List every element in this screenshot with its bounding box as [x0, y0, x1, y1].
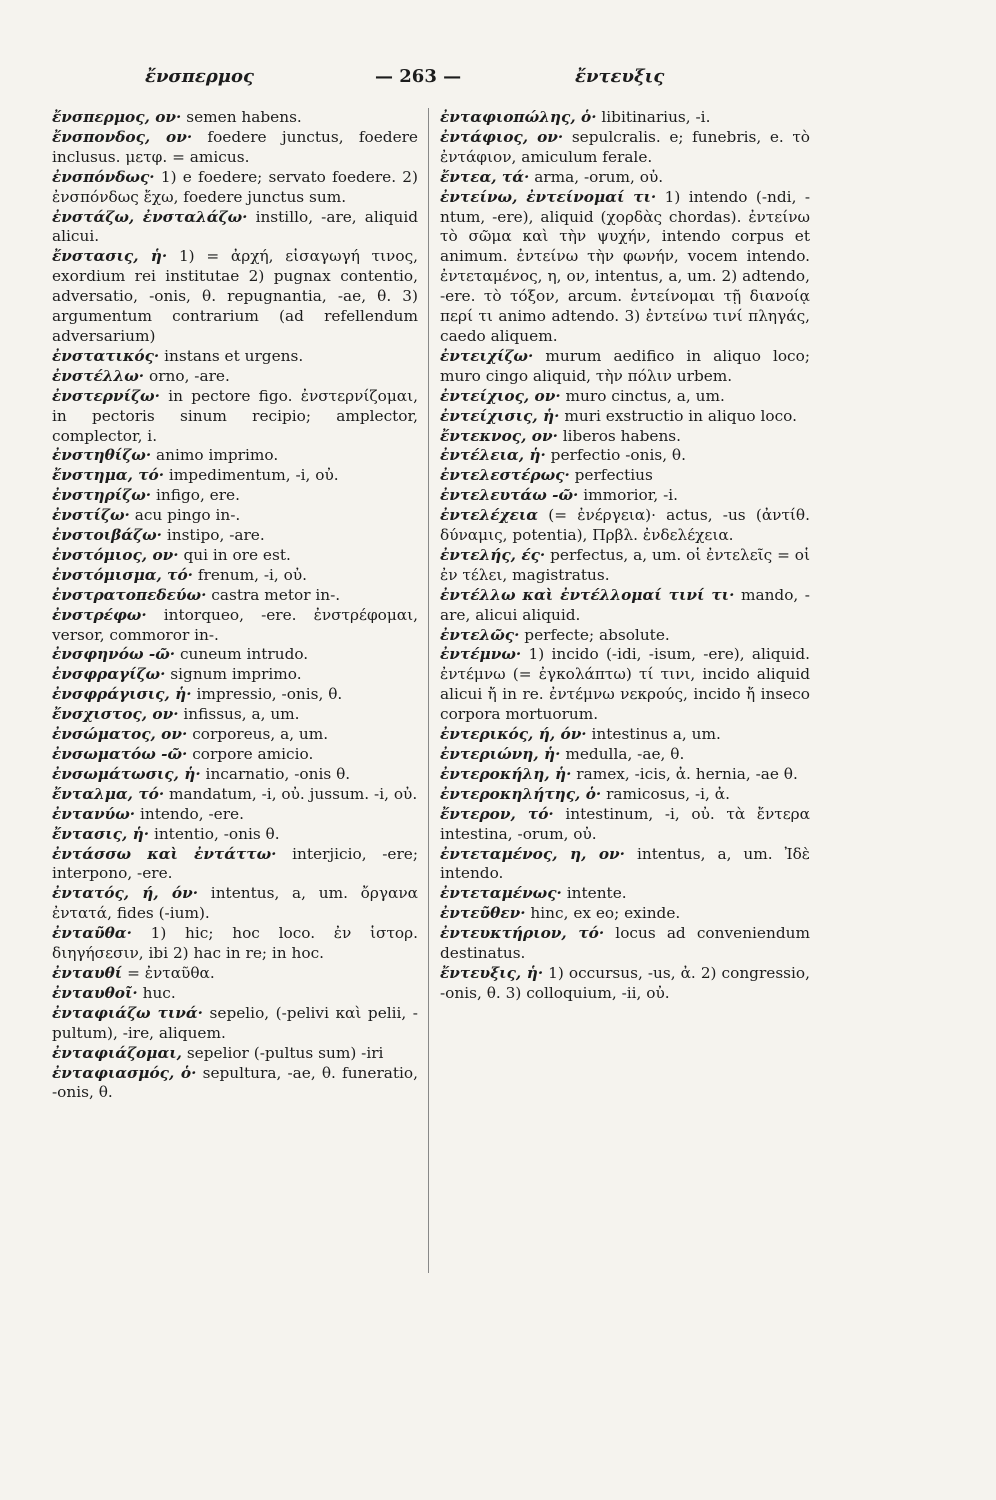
entry-definition: huc.	[137, 983, 176, 1002]
entry-definition: perfectus, a, um. οἱ ἐντελεῖς = οἱ ἐν τέλει, magistratus.	[440, 545, 810, 584]
entry-headword: ἐνταφιοπώλης, ὁ·	[440, 108, 597, 126]
entry-definition: cuneum intrudo.	[175, 645, 309, 664]
dictionary-entry	[440, 586, 810, 626]
entry-headword: ἔντεκνος, ον·	[440, 426, 558, 445]
dictionary-entry	[440, 964, 810, 1004]
entry-definition: incarnatio, -onis θ.	[200, 764, 351, 783]
entry-definition: medulla, -ae, θ.	[560, 745, 685, 763]
entry-definition: mandatum, -i, οὐ. jussum. -i, οὐ.	[164, 784, 418, 803]
dictionary-entry	[52, 546, 418, 566]
entry-definition: mando, -are, alicui aliquid.	[440, 585, 810, 624]
dictionary-entry	[440, 486, 810, 506]
entry-headword: ἐνστρέφω·	[52, 605, 147, 624]
entry-definition: 1) intendo (-ndi, -ntum, -ere), aliquid (χορδὰς chordas). ἐντείνω τὸ σῶμα καὶ τὴν ψυχήν, intendo corpus et animum. ἐντείνω τὴν φωνήν, vocem intendo. ἐντεταμένος, η, ον, intentus, a, um. 2) adtendo, -ere. τὸ τόξον, arcum. ἐντείνομαι τῇ διανοίᾳ περί τι animo adtendo. 3) ἐντείνω τινί πληγάς, caedo aliquem.	[440, 187, 810, 345]
dictionary-entry	[440, 785, 810, 805]
entry-headword: ἐνσώματος, ον·	[52, 725, 188, 744]
entry-headword: ἐντείχισις, ἡ·	[440, 406, 560, 425]
entry-headword: ἐντεῦθεν·	[440, 904, 526, 923]
entry-definition: infigo, ere.	[151, 486, 240, 505]
dictionary-entry	[52, 566, 418, 586]
entry-headword: ἐντεταμένος, η, ον·	[440, 844, 625, 863]
entry-headword: ἐνσφραγίζω·	[52, 665, 166, 684]
dictionary-entry	[440, 805, 810, 845]
entry-headword: ἐντέλλω καὶ ἐντέλλομαί τινί τι·	[440, 585, 735, 604]
entry-definition: intentus, a, um. ὄργανα ἐντατά, fides (-ium).	[52, 884, 418, 923]
entry-definition: libitinarius, -i.	[596, 108, 711, 126]
dictionary-entry	[52, 785, 418, 805]
entry-definition: intorqueo, -ere. ἐνστρέφομαι, versor, commoror in-.	[52, 605, 418, 644]
entry-definition: intendo, -ere.	[135, 804, 244, 823]
entry-headword: ἐνστατικός·	[52, 346, 160, 365]
entry-headword: ἐνσπόνδως·	[52, 167, 155, 186]
dictionary-entry	[52, 685, 418, 705]
dictionary-entry	[52, 825, 418, 845]
entry-headword: ἐνσφράγισις, ἡ·	[52, 685, 192, 704]
entry-headword: ἐνταυθί	[52, 963, 123, 982]
dictionary-entry	[52, 665, 418, 685]
dictionary-entry	[52, 705, 418, 725]
entry-headword: ἐνταφιάζομαι,	[52, 1043, 182, 1062]
entry-headword: ἐνσφηνόω -ῶ·	[52, 645, 176, 664]
dictionary-entry	[52, 1044, 418, 1064]
entry-headword: ἐνσωματόω -ῶ·	[52, 745, 188, 763]
entry-definition: corporeus, a, um.	[187, 725, 329, 744]
entry-definition: acu pingo in-.	[129, 506, 241, 525]
running-head-left: ἔνσπερμος	[145, 66, 254, 87]
dictionary-entry	[52, 745, 418, 765]
entry-headword: ἐντειχίζω·	[440, 346, 534, 365]
entry-headword: ἐντέμνω·	[440, 645, 522, 664]
dictionary-entry	[52, 108, 418, 128]
entry-definition: infissus, a, um.	[178, 705, 300, 724]
entry-headword: ἐντελῶς·	[440, 625, 520, 644]
dictionary-entry	[440, 845, 810, 885]
entry-headword: ἔντερον, τό·	[440, 804, 554, 823]
dictionary-entry	[52, 924, 418, 964]
entry-headword: ἐνστόμισμα, τό·	[52, 565, 194, 584]
entry-headword: ἐντελέχεια	[440, 506, 539, 525]
page-number: — 263 —	[375, 66, 462, 87]
entry-definition: orno, -are.	[144, 366, 230, 385]
dictionary-entry	[52, 645, 418, 665]
entry-definition: sepelio, (-pelivi καὶ pelii, -pultum), -ire, aliquem.	[52, 1003, 418, 1042]
dictionary-entry	[52, 1004, 418, 1044]
entry-headword: ἐνστίζω·	[52, 506, 130, 525]
dictionary-entry	[52, 725, 418, 745]
entry-headword: ἐντερικός, ή, όν·	[440, 725, 587, 744]
entry-headword: ἐνστέλλω·	[52, 366, 145, 385]
entry-definition: murum aedifico in aliquo loco; muro cingo aliquid, τὴν πόλιν urbem.	[440, 346, 810, 385]
dictionary-entry	[440, 466, 810, 486]
entry-headword: ἐντεροκηλήτης, ὁ·	[440, 784, 602, 803]
entry-headword: ἐνταφιάζω τινά·	[52, 1003, 204, 1022]
dictionary-entry	[52, 765, 418, 785]
entry-definition: sepelior (-pultus sum) -iri	[181, 1043, 384, 1062]
dictionary-entry	[440, 446, 810, 466]
entry-definition: instipo, -are.	[161, 526, 265, 545]
entry-definition: intestinus a, um.	[586, 725, 721, 744]
entry-headword: ἐνστερνίζω·	[52, 386, 160, 405]
entry-definition: qui in ore est.	[178, 545, 291, 564]
dictionary-entry	[440, 904, 810, 924]
entry-headword: ἔνστασις, ἡ·	[52, 247, 168, 266]
dictionary-entry	[52, 845, 418, 885]
entry-definition: 1) hic; hoc loco. ἐν ἱστορ. διηγήσεσιν, ibi 2) hac in re; in hoc.	[52, 924, 418, 963]
entry-definition: sepultura, -ae, θ. funeratio, -onis, θ.	[52, 1063, 418, 1102]
entry-headword: ἐνστάζω, ἐνσταλάζω·	[52, 207, 248, 226]
dictionary-entry	[52, 1064, 418, 1104]
dictionary-entry	[52, 606, 418, 646]
entry-headword: ἐνταῦθα·	[52, 924, 132, 943]
dictionary-entry	[52, 347, 418, 367]
dictionary-entry	[52, 367, 418, 387]
entry-headword: ἐντεταμένως·	[440, 884, 562, 903]
entry-headword: ἔντεα, τά·	[440, 167, 530, 186]
entry-headword: ἐντελευτάω -ῶ·	[440, 486, 579, 505]
entry-headword: ἔνσπερμος, ον·	[52, 108, 182, 126]
entry-definition: intentio, -onis θ.	[149, 824, 280, 843]
entry-definition: intestinum, -i, οὐ. τὰ ἔντερα intestina, -orum, οὐ.	[440, 804, 810, 843]
running-head-right: ἔντευξις	[575, 66, 665, 87]
entry-headword: ἐντάφιος, ον·	[440, 127, 564, 146]
entry-definition: impedimentum, -i, οὐ.	[164, 466, 339, 485]
entry-definition: = ἐνταῦθα.	[122, 963, 215, 982]
dictionary-entry	[52, 466, 418, 486]
dictionary-entry	[440, 387, 810, 407]
dictionary-entry	[440, 347, 810, 387]
dictionary-entry	[440, 745, 810, 765]
entry-definition: in pectore figo. ἐνστερνίζομαι, in pectoris sinum recipio; amplector, complector, i.	[52, 386, 418, 445]
entry-definition: 1) = ἀρχή, εἰσαγωγή τινος, exordium rei institutae 2) pugnax contentio, adversatio, -onis, θ. repugnantia, -ae, θ. 3) argumentum contrarium (ad refellendum adversarium)	[52, 247, 418, 345]
entry-definition: sepulcralis. e; funebris, e. τὸ ἐντάφιον, amiculum ferale.	[440, 127, 810, 166]
entry-headword: ἔντασις, ἡ·	[52, 824, 150, 843]
dictionary-entry	[440, 108, 810, 128]
dictionary-entry	[52, 884, 418, 924]
right-column	[440, 108, 810, 1004]
left-column	[52, 108, 418, 1103]
entry-headword: ἐνστρατοπεδεύω·	[52, 585, 207, 604]
dictionary-entry	[440, 884, 810, 904]
entry-definition: hinc, ex eo; exinde.	[525, 904, 681, 923]
entry-headword: ἐντατός, ή, όν·	[52, 884, 199, 903]
entry-definition: 1) occursus, -us, ἀ. 2) congressio, -onis, θ. 3) colloquium, -ii, οὐ.	[440, 963, 810, 1002]
entry-definition: arma, -orum, οὐ.	[529, 167, 664, 186]
entry-headword: ἐντάσσω καὶ ἐντάττω·	[52, 844, 277, 863]
dictionary-entry	[52, 208, 418, 248]
entry-definition: intente.	[561, 884, 627, 903]
dictionary-entry	[440, 427, 810, 447]
entry-headword: ἐντείχιος, ον·	[440, 386, 561, 405]
dictionary-entry	[440, 725, 810, 745]
entry-headword: ἐνστηθίζω·	[52, 446, 152, 465]
dictionary-entry	[52, 446, 418, 466]
entry-headword: ἐντελεστέρως·	[440, 466, 570, 485]
dictionary-entry	[52, 486, 418, 506]
entry-definition: liberos habens.	[557, 426, 682, 445]
dictionary-entry	[440, 188, 810, 347]
entry-definition: ramicosus, -i, ἀ.	[601, 784, 730, 803]
entry-definition: muro cinctus, a, um.	[560, 386, 725, 405]
dictionary-entry	[52, 128, 418, 168]
entry-headword: ἐντείνω, ἐντείνομαί τι·	[440, 187, 657, 206]
entry-definition: signum imprimo.	[165, 665, 302, 684]
dictionary-entry	[52, 387, 418, 447]
entry-definition: instans et urgens.	[159, 346, 304, 365]
entry-headword: ἔνστημα, τό·	[52, 466, 165, 485]
entry-headword: ἔντευξις, ἡ·	[440, 963, 544, 982]
dictionary-entry	[52, 805, 418, 825]
entry-headword: ἐντευκτήριον, τό·	[440, 924, 605, 943]
column-divider	[428, 108, 429, 1273]
entry-headword: ἔνσπονδος, ον·	[52, 127, 193, 146]
entry-headword: ἐντεριώνη, ἡ·	[440, 745, 561, 763]
dictionary-entry	[440, 645, 810, 725]
entry-headword: ἔνταλμα, τό·	[52, 784, 165, 803]
dictionary-entry	[52, 168, 418, 208]
dictionary-entry	[52, 984, 418, 1004]
entry-headword: ἐνστηρίζω·	[52, 486, 152, 505]
dictionary-entry	[52, 526, 418, 546]
entry-headword: ἐνσωμάτωσις, ἡ·	[52, 764, 201, 783]
dictionary-entry	[52, 247, 418, 347]
entry-definition: corpore amicio.	[187, 745, 314, 763]
entry-definition: castra metor in-.	[206, 585, 341, 604]
entry-headword: ἐνστοιβάζω·	[52, 526, 162, 545]
entry-definition: frenum, -i, οὐ.	[193, 565, 307, 584]
entry-definition: (= ἐνέργεια)· actus, -us (ἀντίθ. δύναμις, potentia), Πρβλ. ἐνδελέχεια.	[440, 506, 810, 545]
entry-headword: ἐνταυθοῖ·	[52, 983, 138, 1002]
dictionary-entry	[440, 407, 810, 427]
dictionary-entry	[440, 765, 810, 785]
entry-headword: ἔνσχιστος, ον·	[52, 705, 179, 724]
dictionary-entry	[52, 586, 418, 606]
dictionary-entry	[440, 128, 810, 168]
entry-definition: animo imprimo.	[151, 446, 279, 465]
entry-headword: ἐνταφιασμός, ὁ·	[52, 1063, 197, 1082]
dictionary-entry	[440, 924, 810, 964]
entry-definition: interjicio, -ere; interpono, -ere.	[52, 844, 419, 883]
entry-definition: perfectius	[569, 466, 653, 485]
entry-definition: intentus, a, um. Ἰδὲ intendo.	[440, 844, 811, 883]
entry-headword: ἐντέλεια, ἡ·	[440, 446, 546, 465]
entry-definition: instillo, -are, aliquid alicui.	[52, 207, 418, 246]
entry-headword: ἐντεροκήλη, ἡ·	[440, 764, 572, 783]
entry-definition: foedere junctus, foedere inclusus. μετφ. = amicus.	[52, 127, 418, 166]
entry-headword: ἐνστόμιος, ον·	[52, 545, 179, 564]
entry-headword: ἐντανύω·	[52, 804, 136, 823]
dictionary-entry	[440, 626, 810, 646]
dictionary-entry	[440, 168, 810, 188]
entry-definition: perfectio -onis, θ.	[545, 446, 686, 465]
entry-definition: 1) e foedere; servato foedere. 2) ἐνσπόνδως ἔχω, foedere junctus sum.	[52, 167, 418, 206]
running-head	[145, 66, 685, 102]
entry-definition: locus ad conveniendum destinatus.	[440, 924, 810, 963]
entry-definition: semen habens.	[181, 108, 302, 126]
dictionary-entry	[440, 546, 810, 586]
dictionary-entry	[440, 506, 810, 546]
entry-headword: ἐντελής, ές·	[440, 545, 546, 564]
entry-definition: immorior, -i.	[578, 486, 679, 505]
entry-definition: ramex, -icis, ἀ. hernia, -ae θ.	[571, 764, 798, 783]
dictionary-entry	[52, 964, 418, 984]
dictionary-entry	[52, 506, 418, 526]
entry-definition: 1) incido (-idi, -isum, -ere), aliquid. ἐντέμνω (= ἐγκολάπτω) τί τινι, incido aliquid alicui ἤ in re. ἐντέμνω νεκρούς, incido ἤ inseco corpora mortuorum.	[440, 645, 810, 724]
entry-definition: impressio, -onis, θ.	[191, 685, 343, 704]
entry-definition: muri exstructio in aliquo loco.	[559, 406, 797, 425]
entry-definition: perfecte; absolute.	[519, 625, 670, 644]
